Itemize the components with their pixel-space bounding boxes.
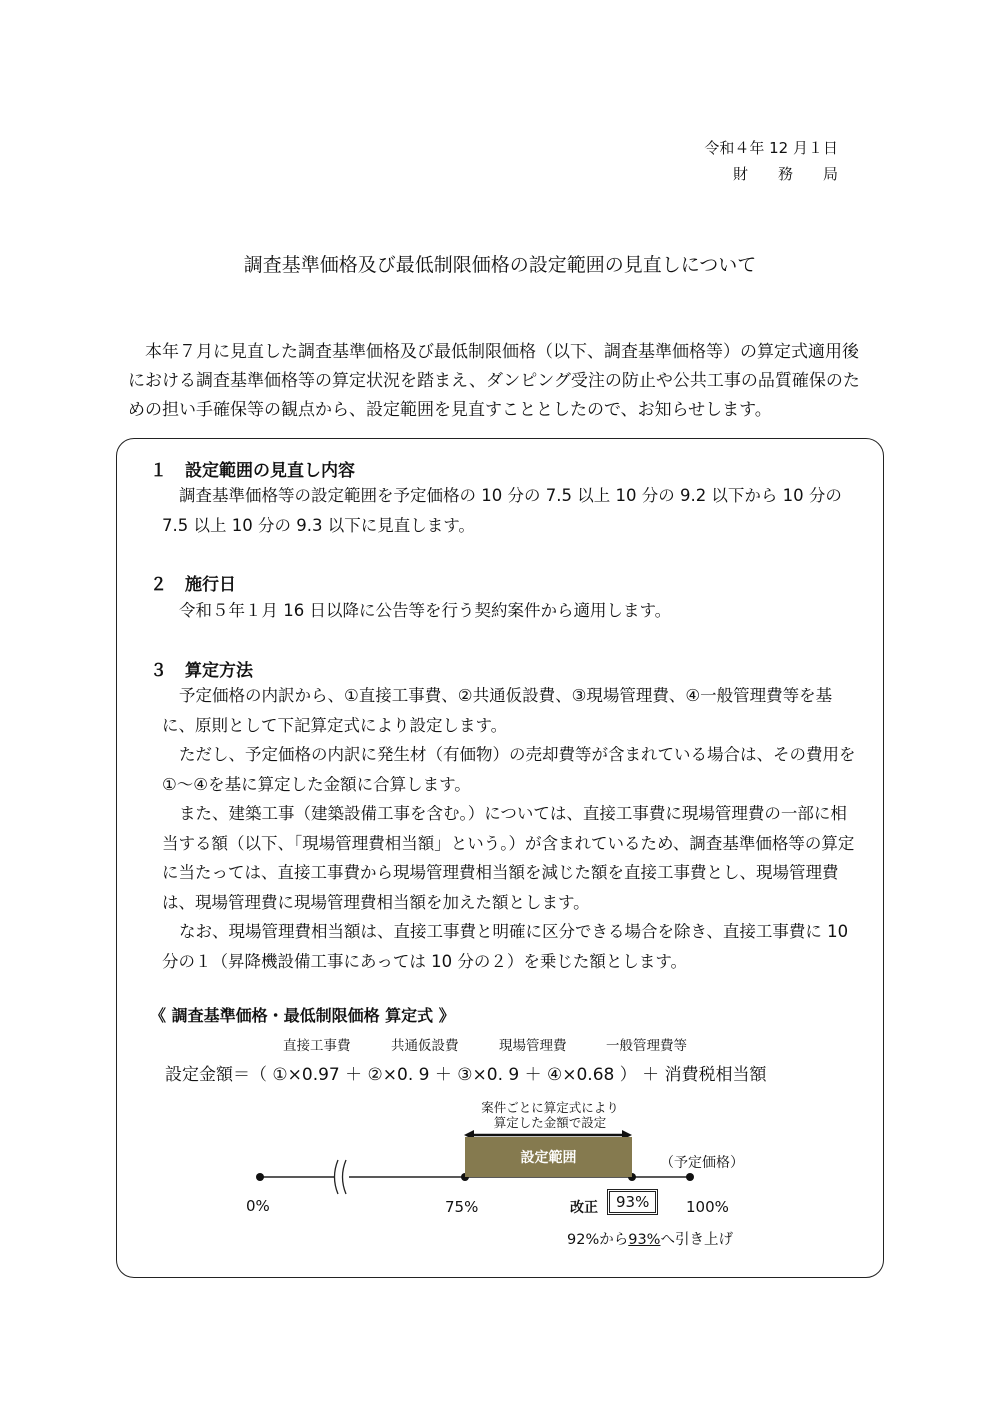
tick-0: 0% bbox=[246, 1197, 270, 1215]
formula-label-site: 現場管理費 bbox=[499, 1038, 567, 1054]
section-1-heading: １ 設定範囲の見直し内容 bbox=[150, 461, 355, 481]
intro-paragraph: 本年７月に見直した調査基準価格及び最低制限価格（以下、調査基準価格等）の算定式適用後における調査基準価格等の算定状況を踏まえ、ダンピング受注の防止や公共工事の品質確保のための担い手確保等の観点から、設定範囲を見直すこととしたので、お知らせします。 bbox=[128, 342, 860, 420]
formula-label-common: 共通仮設費 bbox=[391, 1038, 459, 1054]
department-name: 財務局 bbox=[732, 165, 868, 183]
formula-expression: 設定金額＝（ ①×0.97 ＋ ②×0. 9 ＋ ③×0. 9 ＋ ④×0.68 ） ＋ 消費税相当額 bbox=[165, 1065, 767, 1085]
tick-75: 75% bbox=[445, 1198, 479, 1216]
formula-label-general: 一般管理費等 bbox=[606, 1038, 687, 1054]
tick-100: 100% bbox=[686, 1198, 729, 1216]
point-0 bbox=[256, 1173, 264, 1181]
section-3-para: 予定価格の内訳から、①直接工事費、②共通仮設費、③現場管理費、④一般管理費等を基に、原則として下記算定式により設定します。 bbox=[162, 686, 833, 735]
range-note: 案件ごとに算定式により 算定した金額で設定 bbox=[481, 1100, 619, 1130]
formula-title: 《 調査基準価格・最低制限価格 算定式 》 bbox=[150, 1006, 455, 1025]
revision-label: 改正 bbox=[570, 1200, 598, 1216]
document-date: 令和４年 12 月１日 bbox=[704, 139, 838, 157]
section-2-body: 令和５年１月 16 日以降に公告等を行う契約案件から適用します。 bbox=[179, 601, 672, 620]
section-3-heading: ３ 算定方法 bbox=[150, 661, 253, 681]
section-3-para: ただし、予定価格の内訳に発生材（有価物）の売却費等が含まれている場合は、その費用を①～④を基に算定した金額に合算します。 bbox=[162, 745, 856, 794]
section-1-body: 調査基準価格等の設定範囲を予定価格の 10 分の 7.5 以上 10 分の 9.2 以下から 10 分の 7.5 以上 10 分の 9.3 以下に見直します。 bbox=[162, 486, 842, 535]
revision-value: 93% bbox=[607, 1193, 658, 1211]
section-2-heading: ２ 施行日 bbox=[150, 575, 236, 595]
change-note: 92%から93%へ引き上げ bbox=[567, 1232, 733, 1248]
setting-range-band: 設定範囲 bbox=[465, 1137, 632, 1177]
section-3-para: なお、現場管理費相当額は、直接工事費と明確に区分できる場合を除き、直接工事費に 10 分の１（昇降機設備工事にあっては 10 分の２）を乗じた額とします。 bbox=[162, 922, 849, 971]
formula-label-direct: 直接工事費 bbox=[283, 1038, 351, 1054]
break-mark bbox=[343, 1160, 347, 1194]
break-mark bbox=[335, 1160, 339, 1194]
yotei-label: （予定価格） bbox=[660, 1155, 744, 1171]
document-title: 調査基準価格及び最低制限価格の設定範囲の見直しについて bbox=[243, 254, 757, 276]
section-3-para: また、建築工事（建築設備工事を含む。）については、直接工事費に現場管理費の一部に相当する額（以下、「現場管理費相当額」という。）が含まれているため、調査基準価格等の算定に当たっては、直接工事費から現場管理費相当額を減じた額を直接工事費とし、現場管理費は、現場管理費に現場管理費相当額を加えた額とします。 bbox=[162, 804, 855, 912]
point-100 bbox=[686, 1173, 694, 1181]
